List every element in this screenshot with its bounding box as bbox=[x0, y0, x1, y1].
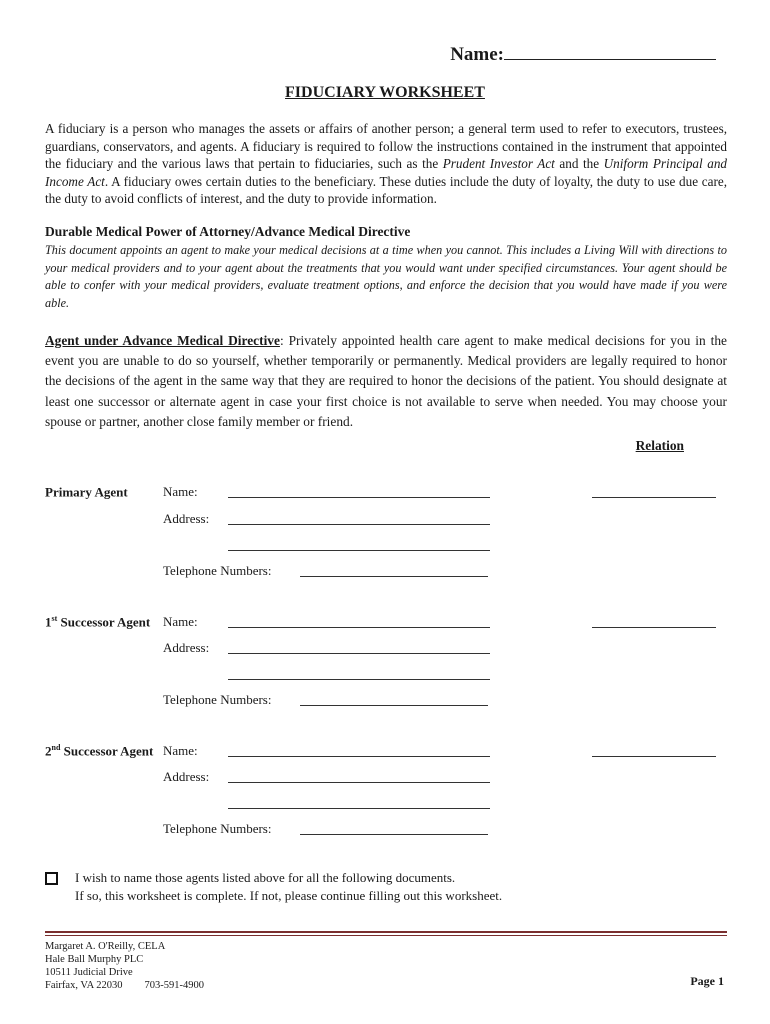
checkbox-label: I wish to name those agents listed above for all the following documents. If so, this worksheet is complete. If not, please continue filling out this worksheet. bbox=[75, 870, 503, 903]
footer-phone: 703-591-4900 bbox=[144, 980, 204, 991]
primary-address-field-1[interactable] bbox=[228, 524, 490, 525]
dpoa-heading: Durable Medical Power of Attorney/Advance Medical Directive bbox=[45, 224, 411, 239]
dpoa-description: This document appoints an agent to make your medical decisions at a time when you cannot. This includes a Living Will with directions to your medical providers and to your agent about the treatments that you would want under specified circumstances. Your agent should be able to confer with your medical providers, evaluate treatment options, and enforce the decision that you would have made if you were able. bbox=[45, 243, 727, 310]
second-successor-address-field-2[interactable] bbox=[228, 808, 490, 809]
agent-description: Agent under Advance Medical Directive: Privately appointed health care agent to make medical decisions for you in the event you are unable to do so yourself, whether temporarily or permanently. Medical providers are legally required to honor the decisions of the agent in the same way that they are required to honor the decisions of the patient. You should designate at least one successor or alternate agent in case your first choice is not available to serve when needed. You may choose your spouse or partner, another close family member or friend. bbox=[45, 333, 728, 429]
same-agents-checkbox[interactable] bbox=[45, 872, 58, 885]
second-successor-address-field-1[interactable] bbox=[228, 782, 490, 783]
second-successor-name-label: Name: bbox=[163, 743, 198, 758]
page-number: Page 1 bbox=[690, 974, 724, 988]
header-name-label: Name: bbox=[450, 44, 716, 66]
primary-telephone-field[interactable] bbox=[300, 576, 488, 577]
footer-rule-thin bbox=[45, 935, 727, 936]
first-successor-address-field-2[interactable] bbox=[228, 679, 490, 680]
primary-relation-field[interactable] bbox=[592, 497, 716, 498]
first-successor-name-field[interactable] bbox=[228, 627, 490, 628]
page-title: FIDUCIARY WORKSHEET bbox=[285, 84, 485, 101]
first-successor-name-label: Name: bbox=[163, 614, 198, 629]
second-successor-relation-field[interactable] bbox=[592, 756, 716, 757]
second-successor-address-label: Address: bbox=[163, 769, 210, 784]
primary-name-field[interactable] bbox=[228, 497, 490, 498]
primary-name-label: Name: bbox=[163, 484, 198, 499]
primary-agent-label: Primary Agent bbox=[45, 484, 128, 500]
first-successor-address-field-1[interactable] bbox=[228, 653, 490, 654]
first-successor-relation-field[interactable] bbox=[592, 627, 716, 628]
second-successor-label: 2nd Successor Agent bbox=[45, 743, 154, 759]
primary-telephone-label: Telephone Numbers: bbox=[163, 563, 272, 578]
footer-address: Margaret A. O'Reilly, CELA Hale Ball Murphy PLC 10511 Judicial Drive Fairfax, VA 22030 703-591-4900 bbox=[45, 941, 204, 991]
first-successor-label: 1st Successor Agent bbox=[45, 614, 151, 630]
relation-column-header: Relation bbox=[635, 438, 684, 453]
second-successor-telephone-field[interactable] bbox=[300, 834, 488, 835]
intro-paragraph: A fiduciary is a person who manages the assets or affairs of another person; a general term used to refer to executors, trustees, guardians, conservators, and agents. A fiduciary is required to follow the instructions contained in the instrument that appointed the fiduciary and the various laws that pertain to fiduciaries, such as the Prudent Investor Act and the Uniform Principal and Income Act. A fiduciary owes certain duties to the beneficiary. These duties include the duty of loyalty, the duty to use due care, the duty to avoid conflicts of interest, and the duty to provide information. bbox=[45, 121, 728, 206]
first-successor-address-label: Address: bbox=[163, 640, 210, 655]
first-successor-telephone-label: Telephone Numbers: bbox=[163, 692, 272, 707]
first-successor-telephone-field[interactable] bbox=[300, 705, 488, 706]
second-successor-telephone-label: Telephone Numbers: bbox=[163, 821, 272, 836]
primary-address-label: Address: bbox=[163, 511, 210, 526]
primary-address-field-2[interactable] bbox=[228, 550, 490, 551]
second-successor-name-field[interactable] bbox=[228, 756, 490, 757]
header-name-field[interactable] bbox=[504, 45, 716, 60]
footer-rule-thick bbox=[45, 931, 727, 933]
